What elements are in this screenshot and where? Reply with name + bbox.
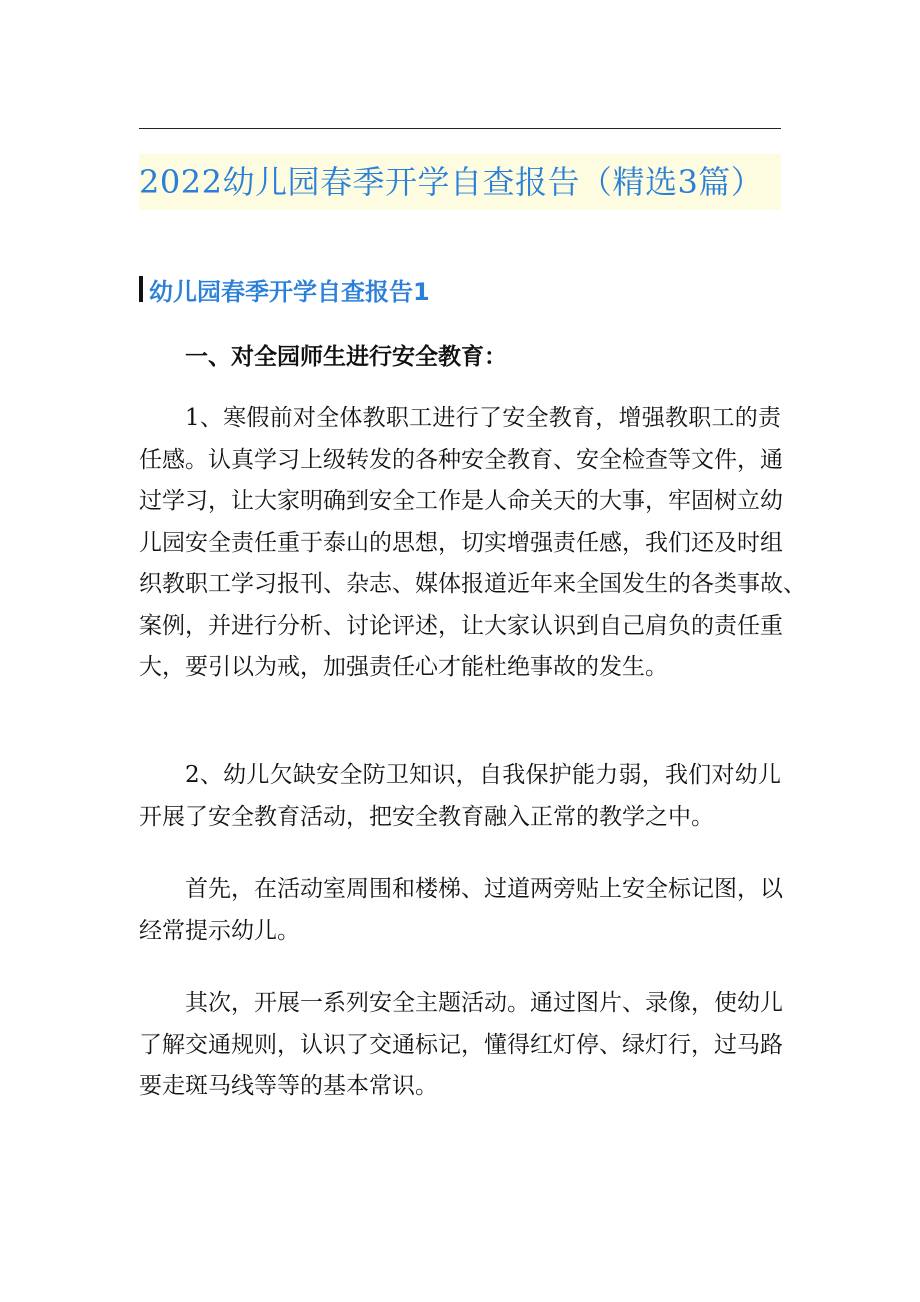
paragraph-1 [139,398,806,689]
paragraph-line: 儿园安全责任重于泰山的思想，切实增强责任感，我们还及时组 [139,529,783,556]
section-heading-text: 幼儿园春季开学自查报告1 [149,277,430,306]
paragraph-line: 过学习，让大家明确到安全工作是人命关天的大事，牢固树立幼 [139,488,783,514]
document-title: 2022幼儿园春季开学自查报告（精选3篇） [139,154,781,210]
top-divider [139,128,781,129]
paragraph-line: 1、寒假前对全体教职工进行了安全教育，增强教职工的责 [185,405,781,431]
subheading: 一、对全园师生进行安全教育： [185,344,507,370]
paragraph-line: 案例，并进行分析、讨论评述，让大家认识到自己肩负的责任重 [139,612,783,639]
paragraph-line: 其次，开展一系列安全主题活动。通过图片、录像，使幼儿 [185,990,783,1016]
section-heading [139,271,430,307]
paragraph-line: 任感。认真学习上级转发的各种安全教育、安全检查等文件，通 [139,446,783,473]
heading-marker-bar [139,276,143,302]
paragraph-line: 织教职工学习报刊、杂志、媒体报道近年来全国发生的各类事故、 [139,571,806,597]
paragraph-line: 了解交通规则，认识了交通标记，懂得红灯停、绿灯行，过马路 [139,1031,783,1058]
paragraph-4 [139,983,781,1108]
paragraph-line: 2、幼儿欠缺安全防卫知识，自我保护能力弱，我们对幼儿 [185,762,781,788]
paragraph-line: 大，要引以为戒，加强责任心才能杜绝事故的发生。 [139,654,668,680]
paragraph-2 [139,755,781,838]
paragraph-3 [139,869,781,952]
paragraph-line: 经常提示幼儿。 [139,917,300,944]
paragraph-line: 开展了安全教育活动，把安全教育融入正常的教学之中。 [139,803,714,830]
paragraph-line: 首先，在活动室周围和楼梯、过道两旁贴上安全标记图，以 [185,876,783,902]
paragraph-line: 要走斑马线等等的基本常识。 [139,1073,438,1099]
